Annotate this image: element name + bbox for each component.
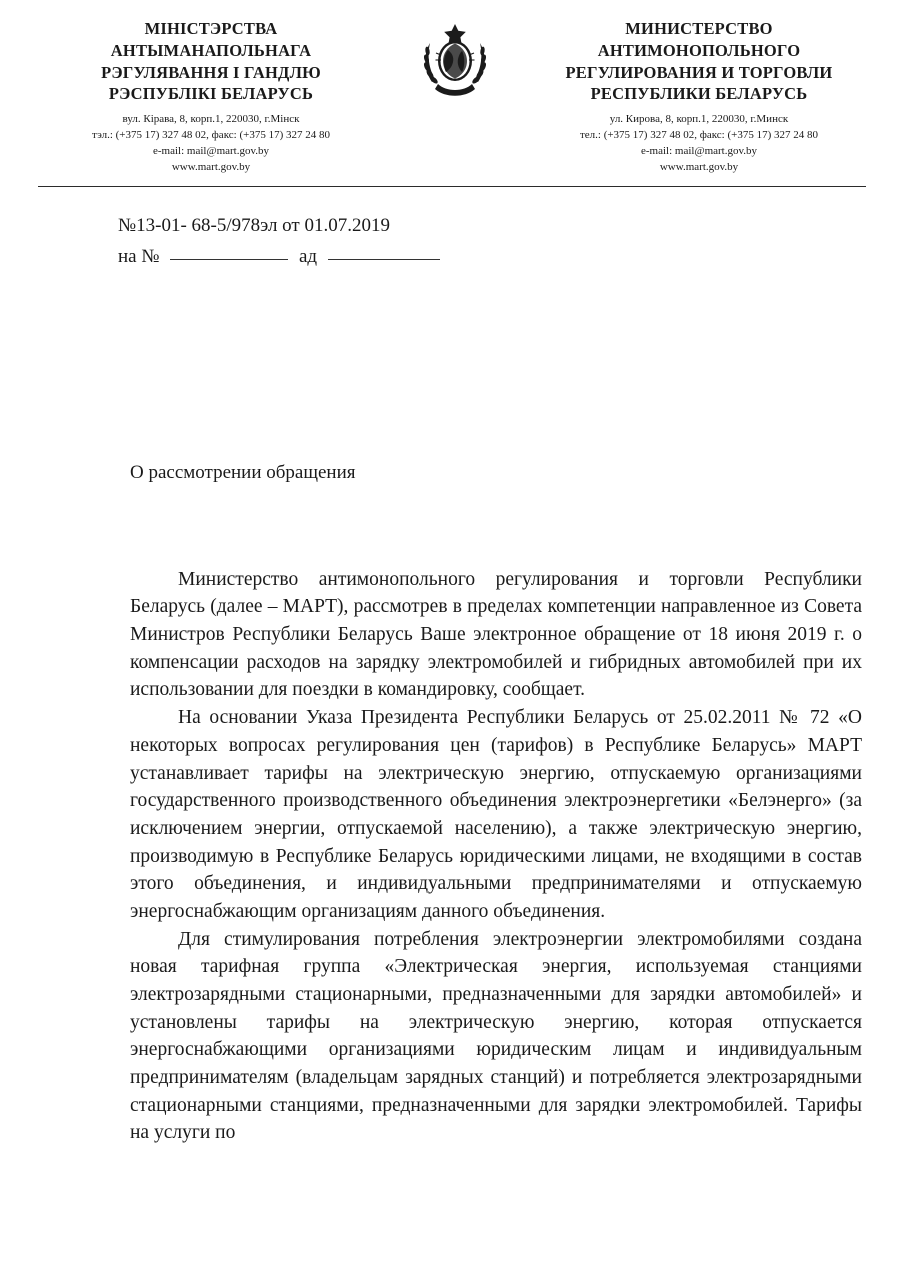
contacts-ru <box>534 112 864 176</box>
ministry-name-ru-line-2: АНТИМОНОПОЛЬНОГО <box>597 40 801 60</box>
website-ru: www.mart.gov.by <box>659 160 739 173</box>
letterhead-right-russian <box>534 18 864 176</box>
subject-line: О рассмотрении обращения <box>130 461 356 483</box>
ministry-name-be-line-2: АНТЫМАНАПОЛЬНАГА <box>110 40 312 60</box>
email-be: e-mail: mail@mart.gov.by <box>152 144 270 157</box>
incoming-date-label: ад <box>298 246 318 268</box>
incoming-reference <box>118 242 904 271</box>
paragraph-3: Для стимулирования потребления электроэнергии электромобилями создана новая тарифная группа «Электрическая энергия, используемая станциями электрозарядными стационарными, предназначенными для зарядки автомобилей» и установлены тарифы на электрическую энергию, которая отпускается энергоснабжающими организациями юридическим лицам и индивидуальным предпринимателям (владельцам зарядных станций) и потребляется электрозарядными стационарными станциями, предназначенными для зарядки электромобилей. Тарифы на услуги по <box>130 928 862 1144</box>
letter-body <box>130 566 862 1147</box>
incoming-date-blank <box>328 259 440 260</box>
paragraph-2: На основании Указа Президента Республики Беларусь от 25.02.2011 № 72 «О некоторых вопросах регулирования цен (тарифов) в Республике Беларусь» МАРТ устанавливает тарифы на электрическую энергию, отпускаемую организациями государственного производственного объединения электроэнергетики «Белэнерго» (за исключением энергии, отпускаемой населению), а также электрическую энергию, производимую в Республике Беларусь юридическими лицами, не входящими в состав этого объединения, и индивидуальными предпринимателями и отпускаемую энергоснабжающим организациям данного объединения. <box>130 707 862 922</box>
address-be: вул. Кірава, 8, корп.1, 220030, г.Мінск <box>122 113 300 126</box>
ministry-name-ru-line-1: МИНИСТЕРСТВО <box>625 19 773 38</box>
address-ru: ул. Кирова, 8, корп.1, 220030, г.Минск <box>609 113 789 126</box>
ministry-name-ru-line-4: РЕСПУБЛИКИ БЕЛАРУСЬ <box>590 84 808 104</box>
letterhead <box>0 0 904 176</box>
incoming-reference-label: на № <box>118 246 160 268</box>
letterhead-left-belarusian <box>46 18 376 176</box>
ministry-name-be-line-4: РЭСПУБЛІКІ БЕЛАРУСЬ <box>108 84 314 104</box>
ministry-name-ru <box>534 18 864 105</box>
ministry-name-be-line-1: МІНІСТЭРСТВА <box>144 19 278 38</box>
letterhead-divider <box>38 186 866 187</box>
outgoing-reference: №13-01- 68-5/978эл от 01.07.2019 <box>118 214 390 236</box>
paragraph-1: Министерство антимонопольного регулирования и торговли Республики Беларусь (далее – МАРТ), рассмотрев в пределах компетенции направленное из Совета Министров Республики Беларусь Ваше электронное обращение от 18 июня 2019 г. о компенсации расходов на зарядку электромобилей и гибридных автомобилей при их использовании для поездки в командировку, сообщает. <box>130 568 862 701</box>
website-be: www.mart.gov.by <box>171 160 251 173</box>
incoming-number-blank <box>170 259 288 260</box>
reference-block <box>118 211 904 272</box>
contacts-be <box>46 112 376 176</box>
ministry-name-be <box>46 18 376 105</box>
phone-fax-ru: тел.: (+375 17) 327 48 02, факс: (+375 17) 327 24 80 <box>579 129 819 141</box>
email-ru: e-mail: mail@mart.gov.by <box>640 144 758 157</box>
ministry-name-ru-line-3: РЕГУЛИРОВАНИЯ И ТОРГОВЛИ <box>565 62 833 82</box>
ministry-name-be-line-3: РЭГУЛЯВАННЯ І ГАНДЛЮ <box>101 62 321 82</box>
coat-of-arms-icon <box>418 22 492 108</box>
phone-fax-be: тэл.: (+375 17) 327 48 02, факс: (+375 17) 327 24 80 <box>92 129 330 141</box>
